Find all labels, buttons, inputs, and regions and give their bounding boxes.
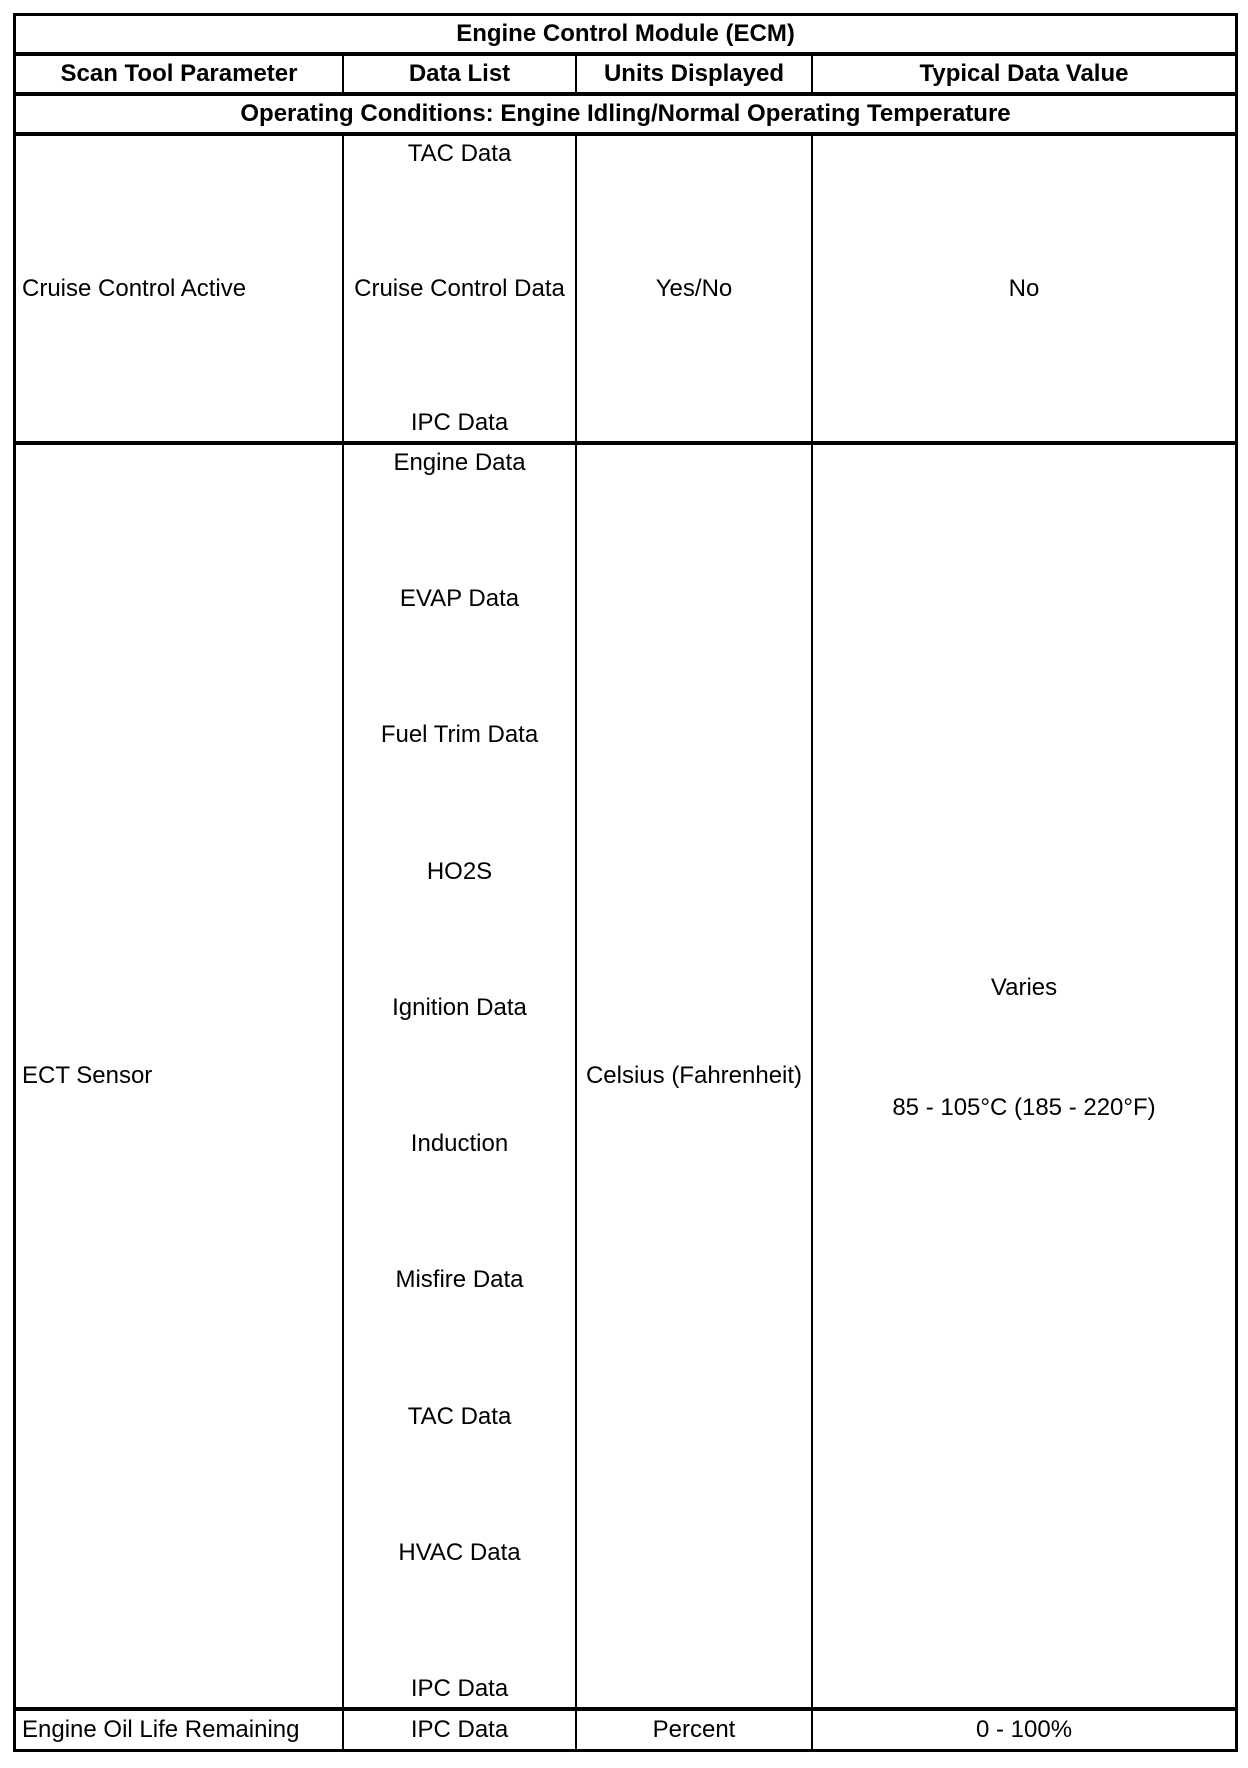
data-list-item: Cruise Control Data (354, 274, 565, 302)
typical-value-line: 85 - 105°C (185 - 220°F) (892, 1094, 1156, 1121)
data-list-item: IPC Data (410, 409, 509, 436)
header-typical-data-value: Typical Data Value (813, 56, 1235, 96)
data-list-item: IPC Data (410, 1674, 509, 1702)
data-list-cell (344, 445, 577, 1711)
data-list-cell: IPC Data (344, 1711, 577, 1749)
typical-value-cell: 0 - 100% (975, 1716, 1073, 1743)
header-scan-tool-parameter: Scan Tool Parameter (16, 56, 344, 96)
operating-conditions: Operating Conditions: Engine Idling/Normal Operating Temperature (16, 96, 1235, 136)
data-list-item: Misfire Data (395, 1266, 524, 1294)
data-list-item: Engine Data (393, 449, 526, 476)
table-title: Engine Control Module (ECM) (16, 16, 1235, 56)
parameter-cell: ECT Sensor (16, 445, 344, 1711)
data-list-cell (344, 136, 577, 445)
data-list-item: Fuel Trim Data (380, 721, 539, 749)
typical-value-cell (813, 445, 1235, 1711)
parameter-cell: Cruise Control Active (16, 136, 344, 445)
typical-value-line: Varies (990, 974, 1058, 1001)
table-row (16, 445, 1235, 1711)
data-list-item: EVAP Data (399, 585, 520, 613)
data-list-item: TAC Data (407, 1402, 512, 1430)
units-cell: Percent (577, 1711, 813, 1749)
data-list-item: Induction (410, 1130, 509, 1158)
data-list-item: Ignition Data (392, 993, 527, 1021)
data-list-item: TAC Data (407, 140, 512, 167)
header-data-list: Data List (344, 56, 577, 96)
units-cell: Yes/No (577, 136, 813, 445)
data-list-item: HVAC Data (398, 1538, 521, 1566)
units-cell: Celsius (Fahrenheit) (577, 445, 813, 1711)
typical-value-cell: No (813, 136, 1235, 445)
data-list-item: HO2S (426, 857, 493, 885)
table-row (16, 1711, 1235, 1749)
table-row (16, 136, 1235, 445)
ecm-data-table (13, 13, 1238, 1752)
header-units-displayed: Units Displayed (577, 56, 813, 96)
parameter-cell: Engine Oil Life Remaining (16, 1711, 344, 1749)
